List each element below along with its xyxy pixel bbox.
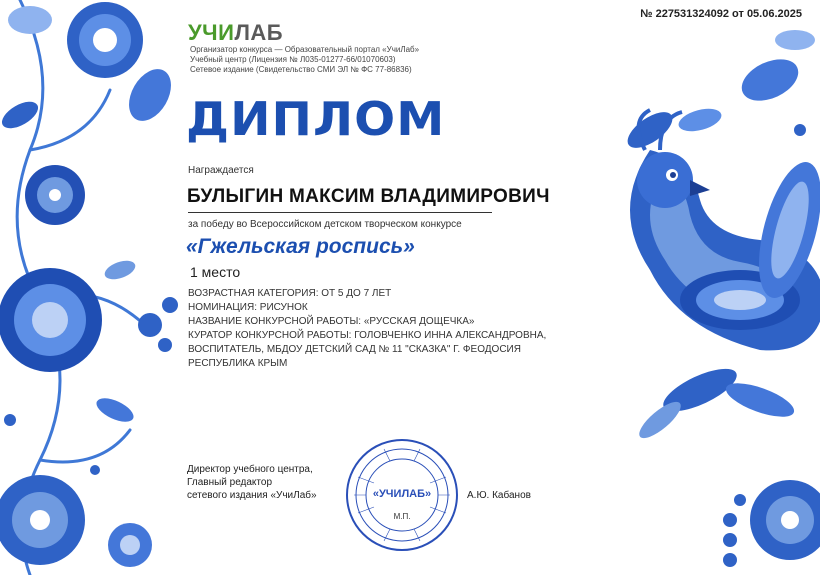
gzhel-bird-ornament [590,0,820,575]
seal-mp-text: М.П. [393,512,411,521]
signer-name: А.Ю. Кабанов [467,490,531,501]
organizer-line: Организатор конкурса — Образовательный портал «УчиЛаб» [190,45,420,54]
contest-intro: за победу во Всероссийском детском творческом конкурсе [188,219,462,230]
seal-center-text: «УЧИЛАБ» [372,488,432,500]
recipient-name: БУЛЫГИН МАКСИМ ВЛАДИМИРОВИЧ [187,186,550,207]
official-seal [344,437,460,553]
media-certificate-line: Сетевое издание (Свидетельство СМИ ЭЛ № ФС 77-86836) [190,65,412,74]
document-number: № 227531324092 от 05.06.2025 [640,8,802,20]
detail-curator-position: ВОСПИТАТЕЛЬ, МБДОУ ДЕТСКИЙ САД № 11 "СКАЗКА" Г. ФЕОДОСИЯ [188,344,521,355]
left-gzhel-ornament [0,0,190,575]
detail-curator: КУРАТОР КОНКУРСНОЙ РАБОТЫ: ГОЛОВЧЕНКО ИННА АЛЕКСАНДРОВНА, [188,330,547,341]
logo-part-2: ЛАБ [234,20,284,45]
place-awarded: 1 место [190,264,241,280]
award-label: Награждается [188,165,254,176]
recipient-underline [188,212,492,213]
diploma-title: ДИПЛОМ [186,92,446,146]
uchilab-logo [188,20,283,46]
organizer-info [190,45,419,75]
signer-role [187,463,317,502]
signer-role-line: Главный редактор [187,477,273,488]
detail-age-category: ВОЗРАСТНАЯ КАТЕГОРИЯ: ОТ 5 ДО 7 ЛЕТ [188,288,392,299]
license-line: Учебный центр (Лицензия № Л035-01277-66/01070603) [190,55,396,64]
signer-role-line: сетевого издания «УчиЛаб» [187,490,317,501]
work-details [188,287,546,371]
detail-nomination: НОМИНАЦИЯ: РИСУНОК [188,302,308,313]
logo-part-1: УЧИ [188,20,235,45]
detail-work-title: НАЗВАНИЕ КОНКУРСНОЙ РАБОТЫ: «РУССКАЯ ДОЩЕЧКА» [188,316,475,327]
detail-region: РЕСПУБЛИКА КРЫМ [188,358,288,369]
signer-role-line: Директор учебного центра, [187,464,313,475]
contest-name: «Гжельская роспись» [186,235,415,258]
